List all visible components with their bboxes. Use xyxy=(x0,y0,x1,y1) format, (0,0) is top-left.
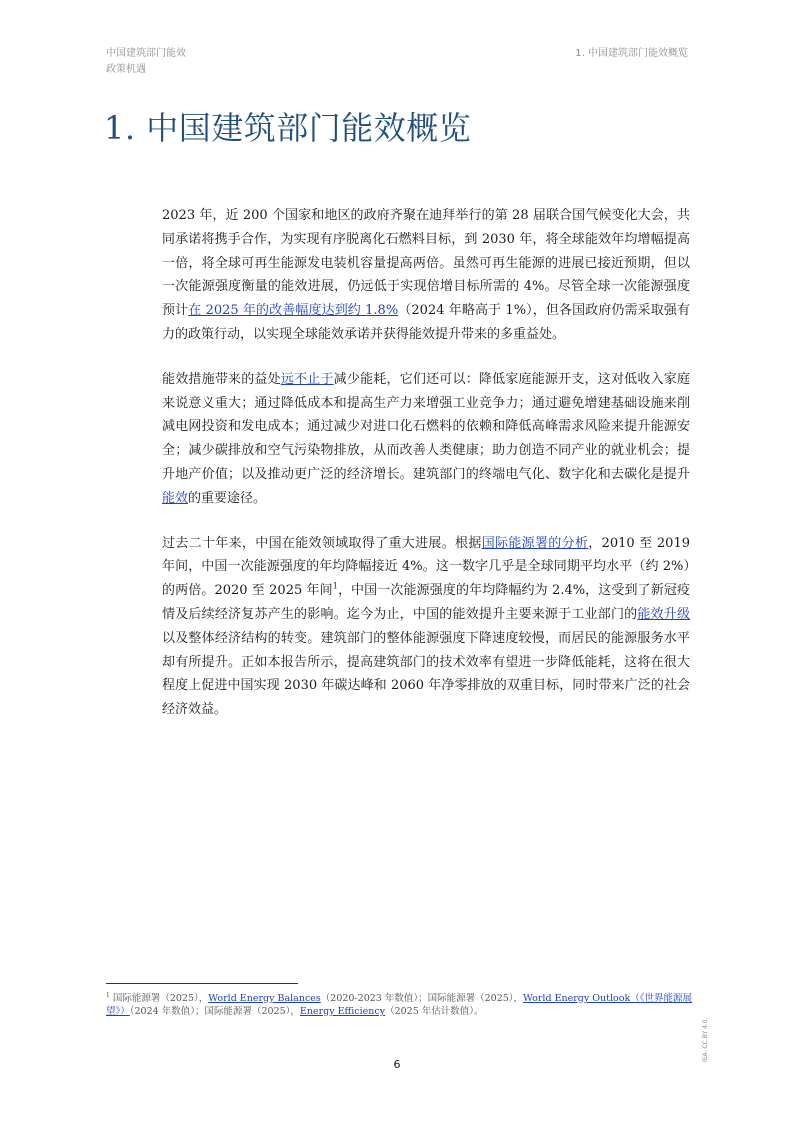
link-2025-improvement[interactable]: 在 2025 年的改善幅度达到约 1.8% xyxy=(188,303,399,319)
link-efficiency-upgrade[interactable]: 能效升级 xyxy=(637,606,690,622)
chapter-title: 1. 中国建筑部门能效概览 xyxy=(104,109,472,147)
paragraph-1 xyxy=(162,204,690,347)
link-world-energy-balances[interactable]: World Energy Balances xyxy=(208,993,321,1004)
footnote xyxy=(106,992,692,1018)
header-report-title-line2: 政策机遇 xyxy=(106,64,146,75)
paragraph-2 xyxy=(162,368,690,511)
header-report-title-line1: 中国建筑部门能效 xyxy=(106,48,186,59)
paragraph-3-text-middle: ，2010 至 2019 年间，中国一次能源强度的年均降幅接近 4%。这一数字几乎是全球同期平均水平（约 2%）的两倍。2020 至 2025 年间 xyxy=(162,535,690,599)
link-far-beyond[interactable]: 远不止于 xyxy=(280,371,334,387)
running-header-chapter: 1. 中国建筑部门能效概览 xyxy=(575,48,688,59)
paragraph-2-text-middle: 减少能耗，它们还可以：降低家庭能源开支，这对低收入家庭来说意义重大；通过降低成本和提高生产力来增强工业竞争力；通过避免增建基础设施来削减电网投资和发电成本；通过减少对进口化石燃料的依赖和降低高峰需求风险来提升能源安全；减少碳排放和空气污染物排放，从而改善人类健康；助力创造不同产业的就业机会；提升地产价值；以及推动更广泛的经济增长。建筑部门的终端电气化、数字化和去碳化是提升 xyxy=(162,371,690,482)
paragraph-3-text-end: 以及整体经济结构的转变。建筑部门的整体能源强度下降速度较慢，而居民的能源服务水平却有所提升。正如本报告所示，提高建筑部门的技术效率有望进一步降低能耗，这将在很大程度上促进中国实现 2030 年碳达峰和 2060 年净零排放的双重目标，同时带来广泛的社会经济效益。 xyxy=(162,630,690,718)
paragraph-3-text: 过去二十年来，中国在能效领域取得了重大进展。根据 xyxy=(162,535,482,551)
footnote-reference[interactable]: 1 xyxy=(332,581,338,591)
footnote-text-2: （2020-2023 年数值）；国际能源署（2025）， xyxy=(320,993,524,1004)
license-notice: IEA. CC BY 4.0. xyxy=(702,1017,709,1062)
running-header-left xyxy=(106,46,186,78)
footnote-text-3: （2024 年数值）；国际能源署（2025）， xyxy=(129,1006,300,1017)
footnote-text-4: （2025 年估计数值）。 xyxy=(385,1006,484,1017)
paragraph-2-text: 能效措施带来的益处 xyxy=(162,371,281,387)
body-text xyxy=(162,204,690,743)
paragraph-1-text-end: （2024 年略高于 1%），但各国政府仍需采取强有力的政策行动，以实现全球能效承诺并获得能效提升带来的多重益处。 xyxy=(162,303,690,342)
link-efficiency[interactable]: 能效 xyxy=(162,490,189,506)
link-world-energy-outlook[interactable]: World Energy Outlook（《世界能源展望》） xyxy=(106,993,692,1017)
paragraph-3-text-middle-2: ，中国一次能源强度的年均降幅约为 2.4%，这受到了新冠疫情及后续经济复苏产生的影响。迄今为止，中国的能效提升主要来源于工业部门的 xyxy=(162,583,690,622)
footnote-text-1: 国际能源署（2025）， xyxy=(109,993,209,1004)
link-energy-efficiency[interactable]: Energy Efficiency xyxy=(299,1006,386,1017)
page-number: 6 xyxy=(393,1058,401,1071)
link-iea-analysis[interactable]: 国际能源署的分析 xyxy=(481,535,589,551)
paragraph-1-text: 2023 年，近 200 个国家和地区的政府齐聚在迪拜举行的第 28 届联合国气候变化大会，共同承诺将携手合作，为实现有序脱离化石燃料目标，到 2030 年，将全球能效年均增幅提高一倍，将全球可再生能源发电装机容量提高两倍。虽然可再生能源的进展已接近预期，但以一次能源强度衡量的能效进展，仍远低于实现倍增目标所需的 4%。尽管全球一次能源强度预计 xyxy=(162,208,690,319)
paragraph-2-text-end: 的重要途径。 xyxy=(188,490,267,506)
footnote-marker: 1 xyxy=(106,991,110,999)
footnote-divider xyxy=(106,983,298,984)
paragraph-3 xyxy=(162,532,690,722)
